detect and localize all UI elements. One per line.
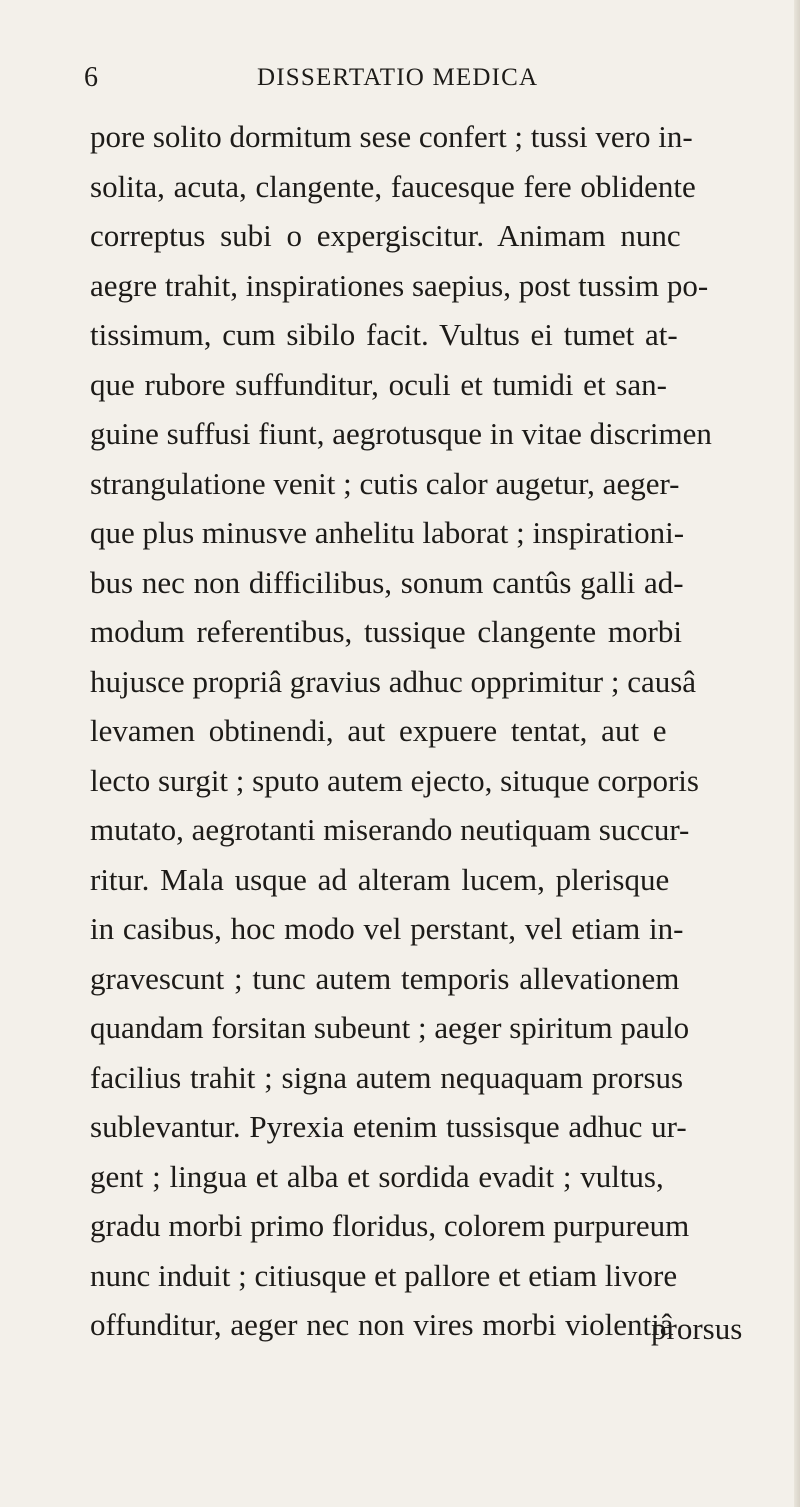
text-line: bus nec non difficilibus, sonum cantûs galli ad-: [90, 564, 684, 600]
text-line: mutato, aegrotanti miserando neutiquam succur-: [90, 812, 690, 847]
text-line: levamen obtinendi, aut expuere tentat, aut e: [90, 713, 667, 748]
text-line: que plus minusve anhelitu laborat ; inspirationi-: [90, 515, 685, 550]
catchword: prorsus: [651, 1311, 743, 1346]
text-line: lecto surgit ; sputo autem ejecto, situque corporis: [90, 762, 699, 798]
page-number: 6: [84, 62, 98, 93]
page-edge: [794, 0, 800, 1507]
text-line: solita, acuta, clangente, faucesque fere oblidente: [90, 168, 696, 204]
text-line: nunc induit ; citiusque et pallore et etiam livore: [90, 1257, 678, 1293]
text-line: in casibus, hoc modo vel perstant, vel etiam in-: [90, 911, 684, 946]
text-line: modum referentibus, tussique clangente morbi: [90, 614, 682, 649]
text-line: hujusce propriâ gravius adhuc opprimitur ; causâ: [90, 663, 697, 699]
text-line: gent ; lingua et alba et sordida evadit ; vultus,: [90, 1158, 664, 1194]
text-line: strangulatione venit ; cutis calor augetur, aeger-: [90, 465, 680, 501]
text-line: aegre trahit, inspirationes saepius, post tussim po-: [90, 267, 709, 303]
text-line: tissimum, cum sibilo facit. Vultus ei tumet at-: [90, 317, 678, 352]
text-line: pore solito dormitum sese confert ; tussi vero in-: [90, 119, 693, 154]
running-title: DISSERTATIO MEDICA: [257, 64, 539, 91]
page-header: [84, 58, 724, 98]
text-line: que rubore suffunditur, oculi et tumidi et san-: [90, 366, 667, 402]
text-line: offunditur, aeger nec non vires morbi violentiâ: [90, 1307, 674, 1342]
text-line: ritur. Mala usque ad alteram lucem, plerisque: [90, 861, 670, 897]
text-line: guine suffusi fiunt, aegrotusque in vitae discrimen: [90, 416, 712, 451]
text-line: sublevantur. Pyrexia etenim tussisque adhuc ur-: [90, 1109, 687, 1144]
text-line: quandam forsitan subeunt ; aeger spiritum paulo: [90, 1010, 690, 1045]
text-line: gradu morbi primo floridus, colorem purpureum: [90, 1208, 690, 1243]
text-line: facilius trahit ; signa autem nequaquam prorsus: [90, 1059, 684, 1095]
text-line: correptus subi o expergiscitur. Animam nunc: [90, 218, 681, 253]
text-line: gravescunt ; tunc autem temporis allevationem: [90, 960, 680, 996]
body-text: [90, 112, 790, 1350]
